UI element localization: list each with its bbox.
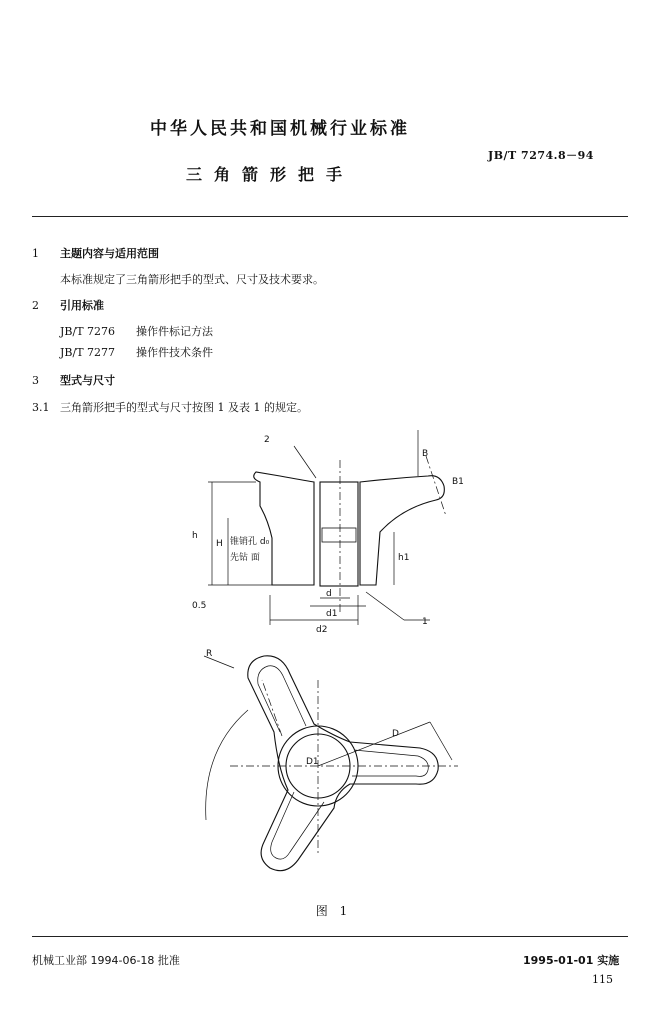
dim-d2-label: d2 (316, 625, 328, 635)
section-number: 2 (32, 299, 39, 312)
plan-view-drawing (190, 640, 490, 890)
header-rule (32, 216, 628, 217)
section-title: 主题内容与适用范围 (60, 247, 159, 260)
footer-rule (32, 936, 628, 937)
part-2-label: 2 (264, 435, 270, 445)
clause-3-1 (32, 399, 308, 415)
reference-code: JB/T 7276 (60, 325, 116, 338)
dim-R-label: R (206, 649, 213, 659)
dimension-lines (208, 430, 430, 625)
standard-code: JB/T 7274.8－94 (488, 149, 594, 162)
section-view-drawing (190, 420, 490, 635)
dim-B1-label: B1 (452, 477, 464, 487)
section-title: 型式与尺寸 (60, 374, 115, 387)
plan-dimensions (204, 656, 452, 820)
dim-D1-label: D1 (306, 757, 319, 767)
part-1-label: 1 (422, 617, 428, 627)
note-taper-pin: 锥销孔 d₀ (230, 537, 270, 547)
reference-name: 操作件技术条件 (136, 346, 213, 359)
plan-centerlines (230, 680, 458, 854)
dim-B-label: B (422, 449, 429, 459)
section-number: 1 (32, 247, 39, 260)
section-1-text: 本标准规定了三角箭形把手的型式、尺寸及技术要求。 (60, 273, 324, 286)
reference-name: 操作件标记方法 (136, 325, 213, 338)
dim-D-label: D (392, 729, 399, 739)
approval-note: 机械工业部 1994-06-18 批准 (32, 954, 180, 967)
reference-item (60, 323, 213, 339)
right-arm-section (360, 476, 444, 585)
note-pre-drill: 先钻 面 (230, 553, 260, 563)
section-1-heading (32, 245, 159, 261)
clause-number: 3.1 (32, 401, 50, 414)
clause-text: 三角箭形把手的型式与尺寸按图 1 及表 1 的规定。 (60, 401, 308, 414)
dim-depth-label: 0.5 (192, 601, 207, 611)
three-arm-outline (248, 656, 438, 871)
dim-h-label: h (192, 531, 198, 541)
dim-H-label: H (216, 539, 223, 549)
dim-d1-label: d1 (326, 609, 338, 619)
section-title: 引用标准 (60, 299, 104, 312)
dim-h1-label: h1 (398, 553, 410, 563)
section-number: 3 (32, 374, 39, 387)
dim-d-label: d (326, 589, 332, 599)
section-2-heading (32, 297, 104, 313)
section-3-heading (32, 372, 115, 388)
standard-org-title: 中华人民共和国机械行业标准 (150, 119, 410, 139)
hub-insert (320, 482, 358, 586)
reference-item (60, 344, 213, 360)
figure-caption: 图 1 (315, 904, 352, 918)
effective-date: 1995-01-01 实施 (523, 954, 620, 967)
left-body-section (254, 472, 314, 585)
document-title: 三角箭形把手 (185, 165, 354, 184)
reference-code: JB/T 7277 (60, 346, 116, 359)
page-number: 115 (592, 973, 613, 986)
